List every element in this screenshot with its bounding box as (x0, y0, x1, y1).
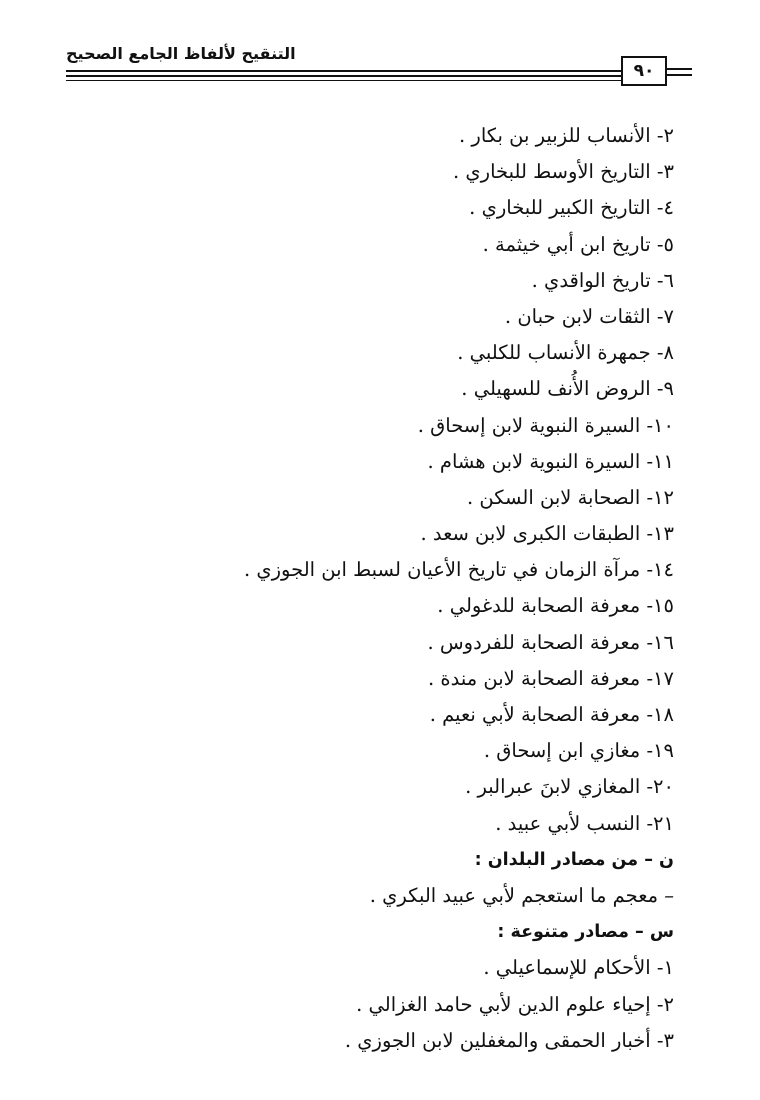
list-item: ١٥- معرفة الصحابة للدغولي . (437, 594, 674, 618)
header-rule (66, 80, 621, 81)
list-item: – معجم ما استعجم لأبي عبيد البكري . (369, 883, 674, 907)
list-item: ٢- إحياء علوم الدين لأبي حامد الغزالي . (356, 992, 674, 1016)
section-heading: س – مصادر متنوعة : (497, 922, 674, 943)
header-rule (66, 70, 621, 72)
list-item: ١٦- معرفة الصحابة للفردوس . (427, 630, 674, 654)
list-item: ١١- السيرة النبوية لابن هشام . (427, 449, 674, 473)
header-rule (667, 68, 692, 70)
list-item: ٦- تاريخ الواقدي . (531, 268, 674, 292)
header-rule (667, 74, 692, 76)
list-item: ١٤- مرآة الزمان في تاريخ الأعيان لسبط ابن الجوزي . (243, 558, 674, 582)
list-item: ٩- الروض الأُنف للسهيلي . (461, 377, 674, 401)
list-item: ١٣- الطبقات الكبرى لابن سعد . (420, 522, 674, 546)
list-item: ٤- التاريخ الكبير للبخاري . (469, 196, 674, 220)
list-item: ٢١- النسب لأبي عبيد . (495, 811, 674, 835)
list-item: ٥- تاريخ ابن أبي خيثمة . (482, 232, 674, 256)
source-list (114, 118, 674, 1059)
running-title: التنقيح لألفاظ الجامع الصحيح (66, 44, 296, 63)
list-item: ٨- جمهرة الأنساب للكلبي . (457, 341, 674, 365)
list-item: ١- الأحكام للإسماعيلي . (483, 956, 674, 980)
list-item: ٣- أخبار الحمقى والمغفلين لابن الجوزي . (344, 1028, 674, 1052)
list-item: ٢- الأنساب للزبير بن بكار . (459, 124, 674, 147)
header-rule (66, 75, 621, 77)
list-item: ١٨- معرفة الصحابة لأبي نعيم . (429, 703, 674, 726)
list-item: ١٧- معرفة الصحابة لابن مندة . (428, 666, 674, 690)
list-item: ٢٠- المغازي لابنَ عبرالبر . (465, 775, 674, 799)
section-heading: ن – من مصادر البلدان : (474, 849, 674, 870)
page-number: ٩٠ (621, 56, 667, 86)
list-item: ٣- التاريخ الأوسط للبخاري . (453, 160, 674, 184)
list-item: ٧- الثقات لابن حبان . (504, 304, 674, 328)
list-item: ١٠- السيرة النبوية لابن إسحاق . (417, 413, 674, 437)
list-item: ١٩- مغازي ابن إسحاق . (483, 739, 674, 763)
list-item: ١٢- الصحابة لابن السكن . (467, 485, 674, 509)
